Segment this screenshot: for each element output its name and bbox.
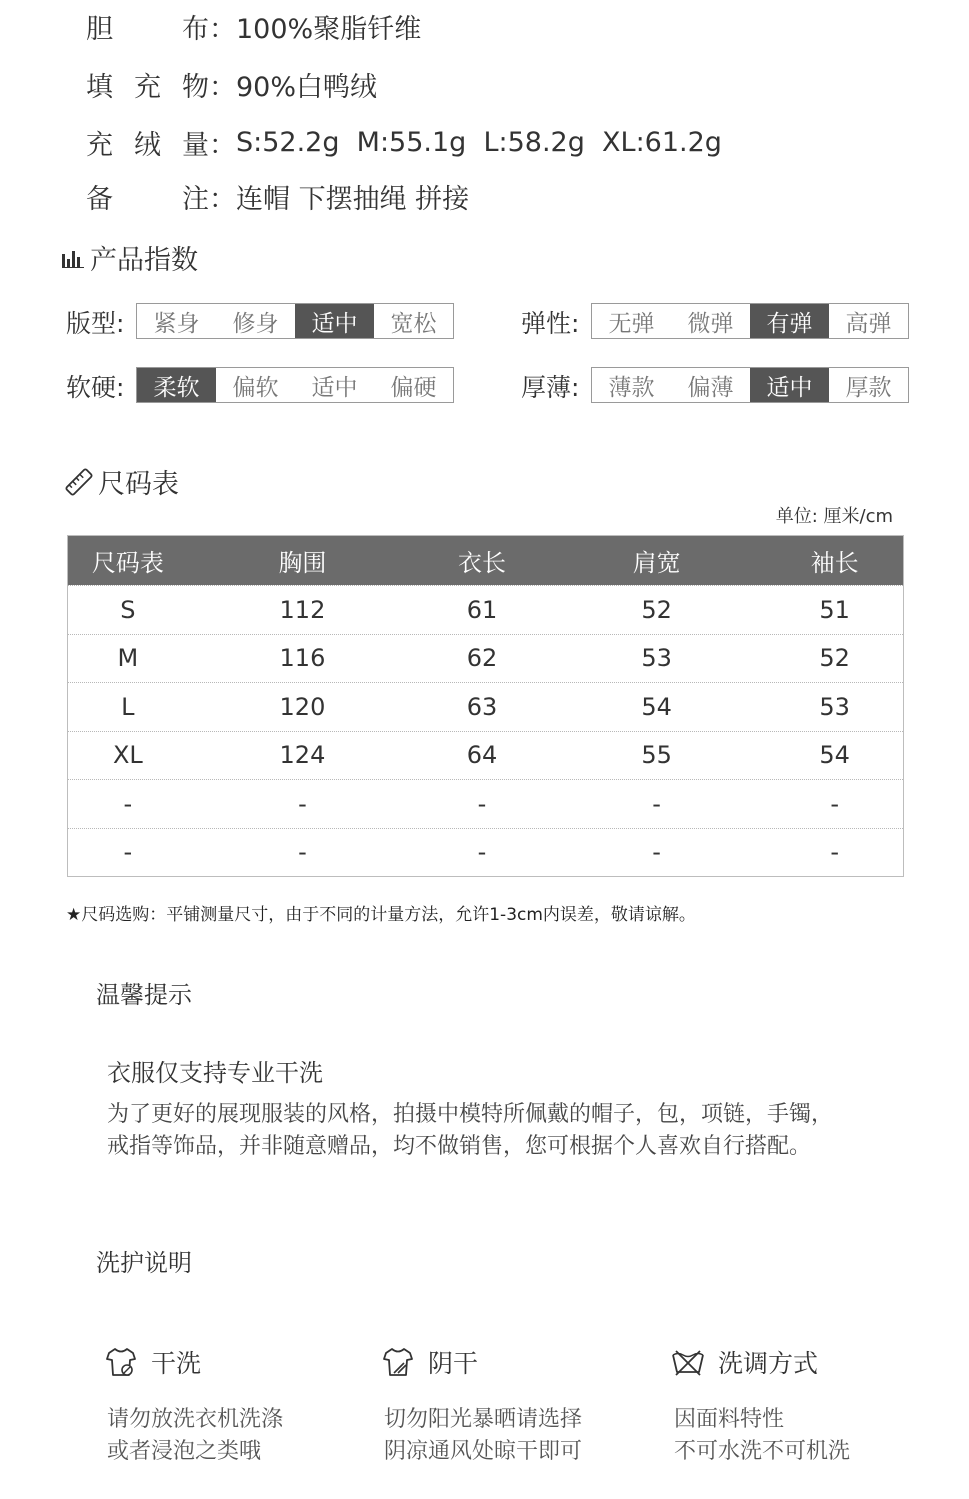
header-cell: 尺码表: [91, 549, 164, 577]
index-option-selected: 柔软: [137, 368, 216, 402]
care-title: 洗护说明: [96, 1249, 192, 1277]
index-label-fit: 版型:: [66, 309, 125, 338]
table-row: - - - - -: [68, 779, 903, 828]
shade-dry-shirt-icon: [382, 1346, 416, 1378]
header-cell: 肩宽: [632, 549, 681, 577]
care-item-wash-method: 洗调方式: [670, 1344, 818, 1380]
spec-row-remarks: [86, 176, 469, 216]
ruler-icon: [64, 467, 94, 497]
care-item-shade-dry: 阴干: [382, 1344, 478, 1380]
index-option: 薄款: [608, 374, 655, 401]
index-scale-fit: [136, 303, 454, 339]
header-cell: 胸围: [278, 549, 327, 577]
header-cell: 袖长: [810, 549, 859, 577]
index-option: 微弹: [687, 310, 734, 337]
care-text-dry-clean: 请勿放洗衣机洗涤 或者浸泡之类哦: [107, 1407, 284, 1464]
care-text-wash-method: 因面料特性 不可水洗不可机洗: [674, 1407, 851, 1464]
care-item-dry-clean: 干洗: [105, 1344, 201, 1380]
spec-row-fill-weight: [86, 122, 722, 162]
index-scale-softness: [136, 367, 454, 403]
unit-label: 单位: 厘米/cm: [775, 506, 893, 527]
spec-row-lining: [86, 6, 421, 46]
index-label-thickness: 厚薄:: [521, 373, 580, 402]
index-option: 偏软: [232, 374, 279, 401]
index-option: 适中: [311, 374, 358, 401]
index-option: 修身: [232, 310, 279, 337]
index-option-selected: 适中: [295, 304, 374, 338]
index-label-elasticity: 弹性:: [521, 309, 580, 338]
index-option: 厚款: [845, 374, 892, 401]
spec-label: 胆 布：: [86, 13, 236, 45]
index-scale-elasticity: [591, 303, 909, 339]
index-option-selected: 有弹: [750, 304, 829, 338]
spec-label: 填 充 物：: [86, 71, 236, 103]
size-chart-title: 尺码表: [64, 462, 179, 501]
index-label-softness: 软硬:: [66, 373, 125, 402]
spec-label: 充 绒 量：: [86, 129, 236, 161]
index-option: 偏硬: [390, 374, 437, 401]
index-option: 无弹: [608, 310, 655, 337]
spec-row-filling: [86, 64, 377, 104]
index-option-selected: 适中: [750, 368, 829, 402]
tips-title: 温馨提示: [96, 981, 192, 1009]
table-row: - - - - -: [68, 828, 903, 877]
no-wash-tub-icon: [670, 1347, 706, 1377]
bar-chart-icon: [62, 248, 86, 268]
care-text-shade-dry: 切勿阳光暴晒请选择 阴凉通风处晾干即可: [384, 1407, 583, 1464]
tips-subtitle: 衣服仅支持专业干洗: [107, 1059, 323, 1087]
index-option: 宽松: [390, 310, 437, 337]
table-row: XL 124 64 55 54: [68, 731, 903, 780]
index-option: 高弹: [845, 310, 892, 337]
header-cell: 衣长: [458, 549, 507, 577]
index-option: 偏薄: [687, 374, 734, 401]
spec-value: 100%聚脂钎维: [236, 13, 422, 45]
size-note: ★尺码选购：平铺测量尺寸，由于不同的计量方法，允许1-3cm内误差，敬请谅解。: [66, 905, 696, 925]
spec-value: 90%白鸭绒: [236, 71, 378, 103]
index-option: 紧身: [153, 310, 200, 337]
table-header: [68, 536, 903, 585]
index-scale-thickness: [591, 367, 909, 403]
tips-paragraph: 为了更好的展现服装的风格，拍摄中模特所佩戴的帽子，包，项链，手镯， 戒指等饰品，并非随意赠品，均不做销售，您可根据个人喜欢自行搭配。: [107, 1102, 834, 1159]
table-row: S 112 61 52 51: [68, 585, 903, 634]
spec-value: 连帽 下摆抽绳 拼接: [236, 183, 470, 215]
table-row: L 120 63 54 53: [68, 682, 903, 731]
size-table: [67, 535, 904, 877]
product-index-title: 产品指数: [62, 238, 198, 277]
table-row: M 116 62 53 52: [68, 634, 903, 683]
spec-value: S:52.2g M:55.1g L:58.2g XL:61.2g: [236, 126, 722, 158]
dry-clean-shirt-icon: [105, 1346, 139, 1378]
spec-label: 备 注：: [86, 183, 236, 215]
